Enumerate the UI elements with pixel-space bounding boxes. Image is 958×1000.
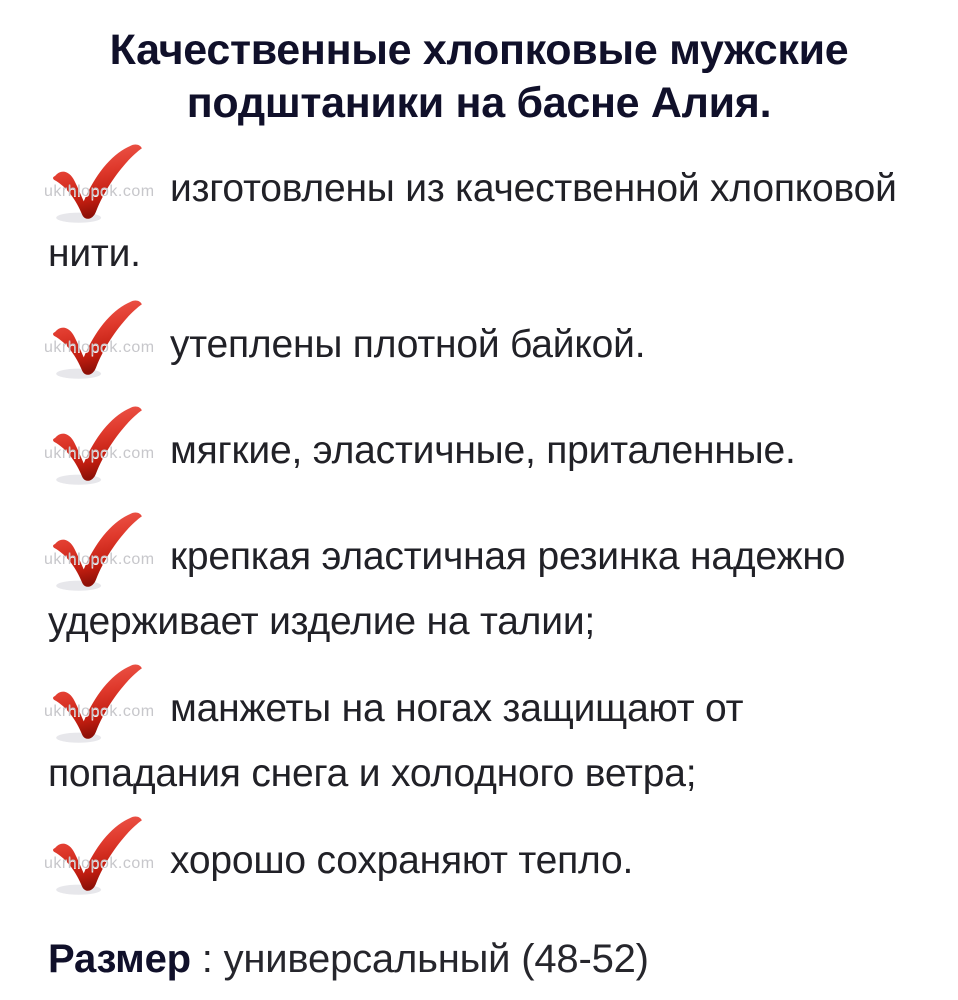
size-separator: : (190, 937, 224, 981)
checkmark-icon (44, 412, 156, 482)
size-value: универсальный (48-52) (223, 937, 649, 981)
feature-item (44, 312, 910, 396)
watermark-text: ukrhlopok.com (44, 855, 155, 872)
feature-item (44, 676, 910, 806)
feature-text: манжеты на ногах защищают от попадания снега и холодного ветра; (48, 687, 744, 795)
watermark-text: ukrhlopok.com (44, 703, 155, 720)
page-title: Качественные хлопковые мужские подштаники на басне Алия. (109, 26, 849, 127)
feature-item (44, 156, 910, 286)
checkmark-icon (44, 822, 156, 892)
feature-item (44, 418, 910, 502)
watermark-text: ukrhlopok.com (44, 445, 155, 462)
watermark-text: ukrhlopok.com (44, 183, 155, 200)
watermark-text: ukrhlopok.com (44, 339, 155, 356)
size-line (48, 934, 910, 984)
checkmark-icon (44, 518, 156, 588)
feature-item (44, 524, 910, 654)
size-label: Размер (48, 937, 191, 981)
feature-text: крепкая эластичная резинка надежно удерживает изделие на талии; (48, 535, 846, 643)
checkmark-icon (44, 306, 156, 376)
feature-item (44, 828, 910, 912)
feature-text: мягкие, эластичные, приталенные. (170, 429, 796, 472)
checkmark-icon (44, 670, 156, 740)
feature-text: хорошо сохраняют тепло. (170, 839, 634, 882)
watermark-text: ukrhlopok.com (44, 551, 155, 568)
checkmark-icon (44, 150, 156, 220)
feature-text: утеплены плотной байкой. (170, 323, 646, 366)
feature-text: изготовлены из качественной хлопковой нити. (48, 167, 897, 275)
